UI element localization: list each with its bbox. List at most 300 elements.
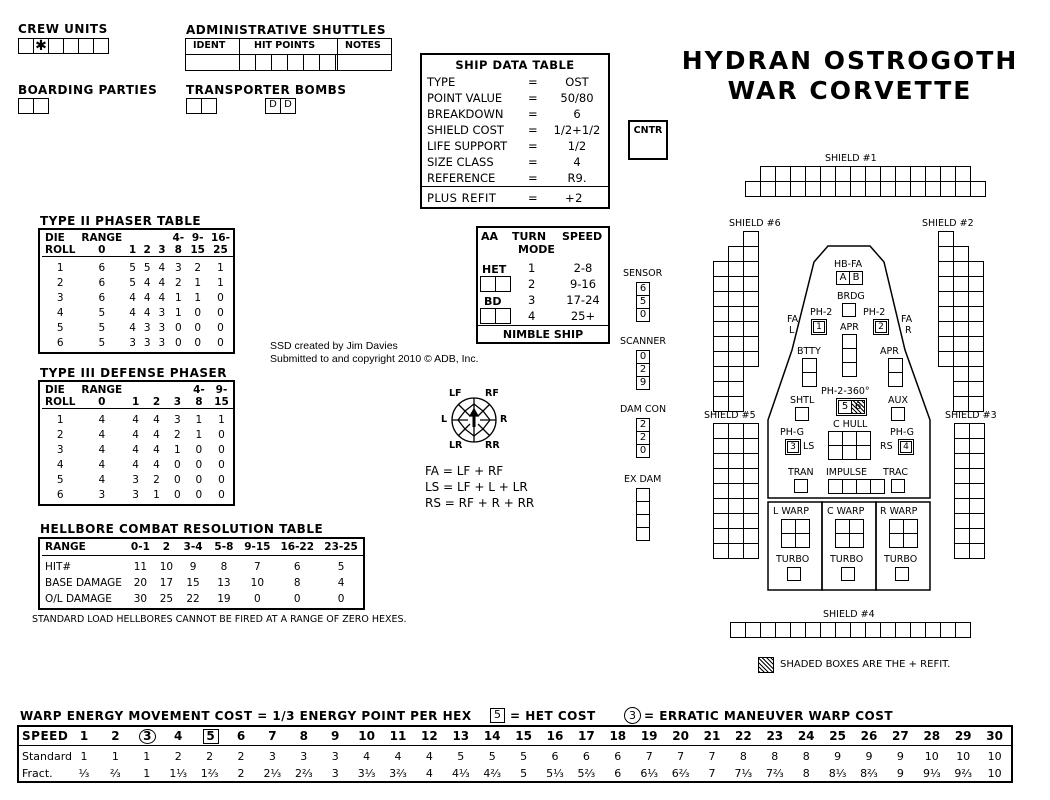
hellbore-cell: 10: [159, 561, 174, 573]
shield2-box[interactable]: [938, 246, 954, 262]
l-warp-box[interactable]: [795, 519, 810, 534]
shield5-box[interactable]: [713, 468, 729, 484]
shield2-box[interactable]: [953, 321, 969, 337]
shield4-box[interactable]: [835, 622, 851, 638]
het-box[interactable]: [495, 276, 511, 292]
shield2-box[interactable]: [953, 336, 969, 352]
phaser-cell: 1: [218, 414, 225, 426]
ship-data-value: R9.: [567, 171, 587, 185]
shield4-box[interactable]: [820, 622, 836, 638]
phaser-cell: 5: [56, 474, 64, 486]
shield6-box[interactable]: [728, 306, 744, 322]
shield5-box[interactable]: [728, 528, 744, 544]
shield6-box[interactable]: [713, 276, 729, 292]
shield2-box[interactable]: [953, 261, 969, 277]
shield2-box[interactable]: [953, 306, 969, 322]
shield6-box[interactable]: [728, 276, 744, 292]
sensor-box[interactable]: 6: [636, 282, 650, 296]
shield6-box[interactable]: [728, 261, 744, 277]
hellbore-cell: 11: [133, 561, 148, 573]
shield1-box[interactable]: [805, 181, 821, 197]
shield6-box[interactable]: [713, 336, 729, 352]
shield2-box[interactable]: [953, 381, 969, 397]
bomb-box[interactable]: D: [280, 98, 296, 114]
shield6-box[interactable]: [743, 246, 759, 262]
shield1-box[interactable]: [760, 166, 776, 182]
apr-box[interactable]: [842, 362, 857, 377]
shield4-box[interactable]: [745, 622, 761, 638]
shuttle-hp-box[interactable]: [303, 54, 320, 71]
shield3-box[interactable]: [954, 468, 970, 484]
shield1-box[interactable]: [895, 166, 911, 182]
phaser-header-cell: 15: [214, 396, 229, 408]
center-hull-box[interactable]: [842, 445, 857, 460]
scanner-box[interactable]: 2: [636, 363, 650, 377]
phaser-cell: 4: [129, 292, 136, 304]
damcon-box[interactable]: 2: [636, 418, 650, 432]
shield2-box[interactable]: [938, 336, 954, 352]
crew-box[interactable]: [78, 38, 94, 54]
bd-box[interactable]: [495, 308, 511, 324]
ph2-360-6-box-refit[interactable]: 6: [851, 400, 865, 414]
excess-damage-box[interactable]: [636, 488, 650, 502]
hellbore-a-box[interactable]: A: [836, 271, 850, 285]
shield3-box[interactable]: [954, 453, 970, 469]
r-turbo-box[interactable]: [895, 567, 909, 581]
phaser-cell: 4: [98, 414, 106, 426]
arc-ls-def: LS = LF + L + LR: [425, 480, 528, 494]
shield1-box[interactable]: [880, 166, 896, 182]
phaser-cell: 1: [195, 414, 203, 426]
phaser-cell: 0: [218, 474, 225, 486]
shield5-box[interactable]: [713, 438, 729, 454]
battery-box[interactable]: [802, 372, 817, 387]
l-turbo-box[interactable]: [787, 567, 801, 581]
shield6-box[interactable]: [743, 291, 759, 307]
shield2-box[interactable]: [938, 321, 954, 337]
shuttle-box[interactable]: [795, 407, 809, 421]
shield6-box[interactable]: [743, 276, 759, 292]
c-warp-box[interactable]: [849, 533, 864, 548]
phaser2-title: TYPE II PHASER TABLE: [40, 214, 202, 228]
shield1-box[interactable]: [940, 166, 956, 182]
center-hull-box[interactable]: [856, 445, 871, 460]
shield1-box[interactable]: [820, 181, 836, 197]
shield5-box[interactable]: [743, 513, 759, 529]
shuttle-hp-box[interactable]: [319, 54, 336, 71]
shield4-box[interactable]: [790, 622, 806, 638]
phaser-header-cell: 4-: [172, 232, 185, 244]
shield1-box[interactable]: [805, 166, 821, 182]
shield4-box[interactable]: [910, 622, 926, 638]
shield1-box[interactable]: [895, 181, 911, 197]
shield1-box[interactable]: [940, 181, 956, 197]
shield6-box[interactable]: [728, 246, 744, 262]
shield2-box[interactable]: [953, 291, 969, 307]
arc-l: L: [441, 414, 448, 425]
standard-cost-cell: 6: [582, 750, 590, 763]
scanner-box[interactable]: 9: [636, 376, 650, 390]
phaser-cell: 4: [143, 307, 151, 319]
shield1-box[interactable]: [850, 181, 866, 197]
shield1-box[interactable]: [745, 181, 761, 197]
shield6-box[interactable]: [713, 261, 729, 277]
shield5-box[interactable]: [743, 423, 759, 439]
l-warp-box[interactable]: [781, 533, 796, 548]
c-turbo-box[interactable]: [841, 567, 855, 581]
shield6-box[interactable]: [743, 261, 759, 277]
shield6-box[interactable]: [713, 321, 729, 337]
excess-damage-box[interactable]: [636, 501, 650, 515]
phaser-cell: 5: [98, 337, 106, 349]
shield3-box[interactable]: [954, 483, 970, 499]
shield3-box[interactable]: [954, 513, 970, 529]
shield6-box[interactable]: [728, 381, 744, 397]
scanner-label: SCANNER: [620, 336, 666, 347]
shield1-box[interactable]: [865, 166, 881, 182]
shield6-box[interactable]: [713, 291, 729, 307]
het-box[interactable]: [480, 276, 496, 292]
shield3-box[interactable]: [969, 483, 985, 499]
shield3-box[interactable]: [954, 423, 970, 439]
speed-cell: 14: [483, 729, 501, 743]
shield2-box[interactable]: [953, 246, 969, 262]
r-warp-label: R WARP: [880, 506, 918, 517]
shield5-box[interactable]: [713, 528, 729, 544]
hellbore-cell: 10: [250, 577, 265, 589]
nimble-ship-label: NIMBLE SHIP: [502, 328, 584, 341]
impulse-box[interactable]: [870, 479, 885, 494]
ph2-360-5-box[interactable]: 5: [838, 400, 852, 414]
phaser-header-cell: [167, 384, 188, 396]
shield6-box[interactable]: [728, 336, 744, 352]
shield3-box[interactable]: [969, 513, 985, 529]
shield2-box[interactable]: [938, 351, 954, 367]
phaser-cell: 2: [194, 262, 202, 274]
shield4-box[interactable]: [865, 622, 881, 638]
shield5-box[interactable]: [728, 483, 744, 499]
shield3-box[interactable]: [969, 528, 985, 544]
shield1-box[interactable]: [820, 166, 836, 182]
cntr-box[interactable]: [628, 120, 668, 160]
shield1-box[interactable]: [955, 181, 971, 197]
shield6-box[interactable]: [728, 351, 744, 367]
bd-box[interactable]: [480, 308, 496, 324]
shield5-box[interactable]: [728, 468, 744, 484]
shield3-box[interactable]: [954, 438, 970, 454]
shield5-box[interactable]: [743, 498, 759, 514]
shield3-box[interactable]: [969, 498, 985, 514]
boarding-box[interactable]: [18, 98, 34, 114]
shuttle-hp-box[interactable]: [271, 54, 288, 71]
fract-row-label: Fract.: [22, 767, 53, 780]
shield6-box[interactable]: [743, 306, 759, 322]
shield1-box[interactable]: [850, 166, 866, 182]
shield2-box[interactable]: [953, 351, 969, 367]
l-warp-box[interactable]: [781, 519, 796, 534]
shield6-box[interactable]: [743, 231, 759, 247]
center-hull-box[interactable]: [828, 445, 843, 460]
crew-box-marked[interactable]: ✱: [33, 38, 49, 54]
shield1-box[interactable]: [775, 166, 791, 182]
excess-damage-box[interactable]: [636, 514, 650, 528]
shield5-box[interactable]: [713, 543, 729, 559]
shield5-box[interactable]: [743, 528, 759, 544]
shuttle-hp-box[interactable]: [255, 54, 272, 71]
shield2-box[interactable]: [938, 291, 954, 307]
phg-4-box[interactable]: 4: [898, 439, 914, 455]
standard-cost-cell: 2: [174, 750, 182, 763]
aux-box[interactable]: [891, 407, 905, 421]
shield1-box[interactable]: [835, 181, 851, 197]
shield1-box[interactable]: [865, 181, 881, 197]
tractor-box[interactable]: [891, 479, 905, 493]
hellbore-b-box[interactable]: B: [849, 271, 863, 285]
shield2-box[interactable]: [938, 276, 954, 292]
phaser-cell: 0: [217, 337, 224, 349]
ph2-1-box[interactable]: 1: [811, 319, 827, 335]
shield2-box[interactable]: [953, 366, 969, 382]
mode-header: MODE: [518, 243, 555, 256]
shield6-box[interactable]: [728, 366, 744, 382]
excess-damage-box[interactable]: [636, 527, 650, 541]
credits-line2: Submitted to and copyright 2010 © ADB, Inc.: [270, 353, 479, 365]
phaser-cell: 4: [98, 459, 106, 471]
crew-box[interactable]: [18, 38, 34, 54]
r-warp-box[interactable]: [889, 519, 904, 534]
arc-lr: LR: [449, 440, 463, 451]
shield2-box[interactable]: [968, 291, 984, 307]
standard-cost-cell: 3: [331, 750, 339, 763]
phaser-cell: 4: [158, 262, 166, 274]
shield4-box[interactable]: [925, 622, 941, 638]
phaser-cell: 4: [132, 414, 139, 426]
shield6-box[interactable]: [713, 306, 729, 322]
shield2-box[interactable]: [938, 306, 954, 322]
ship-data-eq: =: [528, 171, 538, 185]
phaser-header-cell: 2: [143, 244, 151, 256]
shield2-box[interactable]: [968, 276, 984, 292]
shield2-box[interactable]: [968, 351, 984, 367]
sensor-box[interactable]: 5: [636, 295, 650, 309]
shield1-box[interactable]: [835, 166, 851, 182]
impulse-box[interactable]: [856, 479, 871, 494]
arc-lf: LF: [449, 388, 462, 399]
shield5-box[interactable]: [728, 498, 744, 514]
shield6-box[interactable]: [743, 336, 759, 352]
shield1-box[interactable]: [790, 181, 806, 197]
shield2-box[interactable]: [968, 366, 984, 382]
hellbore-header-cell: 16-22: [280, 541, 315, 553]
cntr-label: CNTR: [633, 125, 663, 136]
crew-box[interactable]: [93, 38, 109, 54]
phaser-header-cell: 0: [98, 244, 106, 256]
speed-cell: 13: [452, 729, 470, 743]
transporter-box[interactable]: [794, 479, 808, 493]
shield5-box[interactable]: [728, 423, 744, 439]
apr-box[interactable]: [888, 358, 903, 373]
shield2-box[interactable]: [968, 381, 984, 397]
transporter-box[interactable]: [186, 98, 202, 114]
shield1-box[interactable]: [775, 181, 791, 197]
fract-cost-cell: 7⅓: [734, 767, 753, 780]
shield3-box[interactable]: [954, 543, 970, 559]
speed-cell: 4: [174, 729, 183, 743]
shield4-box[interactable]: [730, 622, 746, 638]
shield2-box[interactable]: [953, 276, 969, 292]
standard-cost-cell: 10: [956, 750, 971, 763]
shield5-box[interactable]: [743, 468, 759, 484]
damcon-box[interactable]: 0: [636, 444, 650, 458]
shield5-box[interactable]: [728, 453, 744, 469]
ship-data-title: SHIP DATA TABLE: [455, 58, 575, 72]
shield3-box[interactable]: [954, 498, 970, 514]
phaser-cell: 0: [218, 444, 225, 456]
crew-box[interactable]: [63, 38, 79, 54]
phaser-cell: 0: [195, 444, 203, 456]
c-warp-box[interactable]: [835, 519, 850, 534]
shield4-box[interactable]: [940, 622, 956, 638]
sensor-box[interactable]: 0: [636, 308, 650, 322]
shield1-box[interactable]: [910, 166, 926, 182]
center-hull-box[interactable]: [856, 431, 871, 446]
shield5-box[interactable]: [728, 438, 744, 454]
shield5-box[interactable]: [743, 543, 759, 559]
turn-header: TURN: [512, 230, 547, 243]
shield5-box[interactable]: [713, 498, 729, 514]
shield6-box[interactable]: [728, 291, 744, 307]
battery-box[interactable]: [802, 358, 817, 373]
center-hull-box[interactable]: [828, 431, 843, 446]
hellbore-note: STANDARD LOAD HELLBORES CANNOT BE FIRED AT A RANGE OF ZERO HEXES.: [32, 614, 407, 625]
scanner-box[interactable]: 0: [636, 350, 650, 364]
shield1-box[interactable]: [880, 181, 896, 197]
movement-title: WARP ENERGY MOVEMENT COST = 1/3 ENERGY POINT PER HEX: [20, 709, 472, 723]
phaser-header-cell: 3: [173, 396, 182, 408]
shield6-box[interactable]: [713, 351, 729, 367]
damcon-box[interactable]: 2: [636, 431, 650, 445]
shield5-box[interactable]: [743, 453, 759, 469]
arc-rs-def: RS = RF + R + RR: [425, 496, 535, 510]
shield2-box[interactable]: [968, 336, 984, 352]
apr-box[interactable]: [842, 348, 857, 363]
speed-cell: 18: [609, 729, 627, 743]
shield1-box[interactable]: [970, 181, 986, 197]
shield4-box[interactable]: [805, 622, 821, 638]
speed-cell: 8: [299, 729, 308, 743]
c-warp-box[interactable]: [849, 519, 864, 534]
shield6-box[interactable]: [728, 321, 744, 337]
fract-cost-cell: 7: [708, 767, 716, 780]
shield4-box[interactable]: [760, 622, 776, 638]
ship-data-key: TYPE: [427, 75, 456, 89]
ship-title-line1: HYDRAN OSTROGOTH: [681, 46, 1019, 75]
shield1-box[interactable]: [910, 181, 926, 197]
apr-right-label: APR: [880, 346, 899, 357]
crew-box[interactable]: [48, 38, 64, 54]
ph2-2-box[interactable]: 2: [873, 319, 889, 335]
shield6-box[interactable]: [713, 381, 729, 397]
shield4-box[interactable]: [895, 622, 911, 638]
shield5-box[interactable]: [728, 543, 744, 559]
phg-3-box[interactable]: 3: [785, 439, 801, 455]
hellbore-header-cell: RANGE: [45, 541, 86, 553]
hellbore-cell: 0: [337, 593, 345, 605]
shield4-box[interactable]: [775, 622, 791, 638]
speed-cell: 7: [268, 729, 277, 743]
shield1-box[interactable]: [760, 181, 776, 197]
shield5-box[interactable]: [713, 483, 729, 499]
shield6-box[interactable]: [713, 366, 729, 382]
shield6-box[interactable]: [743, 351, 759, 367]
shield5-box[interactable]: [728, 513, 744, 529]
c-warp-box[interactable]: [835, 533, 850, 548]
bomb-box[interactable]: D: [265, 98, 281, 114]
shield2-box[interactable]: [968, 261, 984, 277]
damcon-track: [636, 418, 650, 458]
shuttle-hp-box[interactable]: [287, 54, 304, 71]
shield5-box[interactable]: [743, 483, 759, 499]
ship-data-value: 1/2+1/2: [553, 123, 601, 137]
l-warp-box[interactable]: [795, 533, 810, 548]
r-warp-box[interactable]: [903, 533, 918, 548]
shield6-box[interactable]: [743, 321, 759, 337]
phaser-cell: 4: [132, 444, 139, 456]
shield3-box[interactable]: [969, 453, 985, 469]
shield1-box[interactable]: [925, 181, 941, 197]
shield4-box[interactable]: [955, 622, 971, 638]
impulse-box[interactable]: [842, 479, 857, 494]
shield1-box[interactable]: [925, 166, 941, 182]
transporter-box[interactable]: [201, 98, 217, 114]
shuttle-hp-box[interactable]: [239, 54, 256, 71]
shield4-box[interactable]: [880, 622, 896, 638]
r-warp-box[interactable]: [903, 519, 918, 534]
shield3-box[interactable]: [969, 543, 985, 559]
shield5-box[interactable]: [743, 438, 759, 454]
shield1-box[interactable]: [955, 166, 971, 182]
bridge-box[interactable]: [842, 303, 856, 317]
phaser-cell: 6: [56, 337, 64, 349]
shield3-box[interactable]: [969, 423, 985, 439]
impulse-box[interactable]: [828, 479, 843, 494]
speed-cell: 22: [735, 729, 752, 743]
apr-box[interactable]: [888, 372, 903, 387]
shield3-box[interactable]: [969, 438, 985, 454]
shield3-box[interactable]: [954, 528, 970, 544]
shield2-box[interactable]: [938, 231, 954, 247]
shield6-label: SHIELD #6: [729, 218, 781, 229]
center-hull-box[interactable]: [842, 431, 857, 446]
shield5-box[interactable]: [713, 513, 729, 529]
fract-cost-cell: ⅔: [110, 767, 121, 780]
l-turbo-label: TURBO: [776, 554, 810, 565]
boarding-box[interactable]: [33, 98, 49, 114]
shield1-box[interactable]: [790, 166, 806, 182]
shield2-box[interactable]: [938, 261, 954, 277]
shield2-box[interactable]: [968, 321, 984, 337]
shield4-box[interactable]: [850, 622, 866, 638]
turn-mode-value: 4: [528, 309, 536, 323]
shield2-box[interactable]: [968, 306, 984, 322]
shield5-box[interactable]: [713, 423, 729, 439]
apr-box[interactable]: [842, 334, 857, 349]
shield5-box[interactable]: [713, 453, 729, 469]
ship-data-key: SHIELD COST: [427, 123, 504, 137]
shield3-box[interactable]: [969, 468, 985, 484]
erratic-cost-label: = ERRATIC MANEUVER WARP COST: [644, 709, 894, 723]
r-warp-box[interactable]: [889, 533, 904, 548]
